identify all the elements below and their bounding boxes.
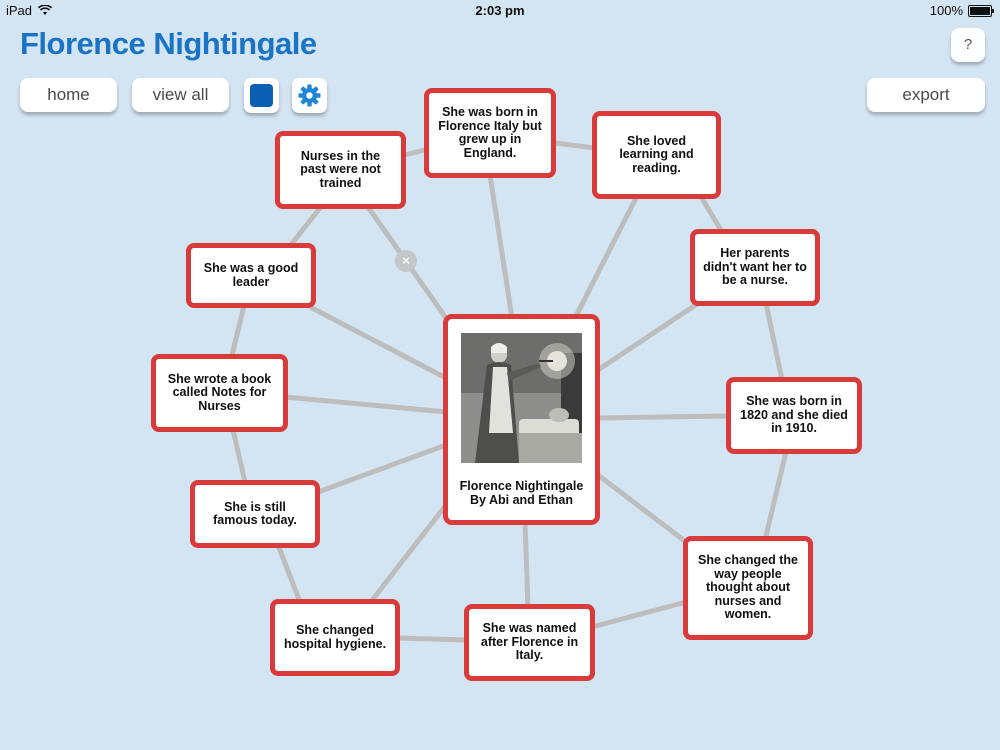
- idea-card-text: Her parents didn't want her to be a nurse.: [703, 246, 807, 288]
- connector-line: [575, 198, 636, 318]
- connector-line: [598, 475, 690, 545]
- idea-card-text: She was named after Florence in Italy.: [480, 621, 579, 663]
- connector-line: [598, 302, 700, 370]
- idea-card[interactable]: [190, 480, 320, 548]
- home-button-label: home: [47, 85, 90, 104]
- idea-card-text: She was born in 1820 and she died in 1910.: [740, 394, 848, 436]
- device-label: iPad: [6, 3, 33, 18]
- idea-card-text: She is still famous today.: [213, 499, 297, 527]
- connector-line: [405, 150, 425, 155]
- battery-percent: 100%: [929, 3, 963, 18]
- connector-line: [232, 306, 244, 355]
- connector-line: [318, 445, 446, 492]
- status-time: 2:03 pm: [475, 3, 525, 18]
- idea-card[interactable]: [270, 599, 400, 676]
- idea-card-text: She was born in Florence Italy but grew up in England.: [438, 105, 542, 160]
- connector-line: [555, 143, 595, 148]
- connector-line: [700, 195, 722, 232]
- export-button-label: export: [902, 85, 950, 104]
- page-title: Florence Nightingale: [20, 26, 317, 61]
- idea-card[interactable]: [726, 377, 862, 454]
- view-all-button-label: view all: [152, 85, 209, 104]
- idea-card-text: She loved learning and reading.: [619, 133, 694, 175]
- connector-line: [766, 303, 782, 380]
- connector-line: [285, 397, 446, 412]
- connector-line: [397, 638, 467, 640]
- idea-card-text: She wrote a book called Notes for Nurses: [167, 371, 272, 413]
- connector-line: [370, 505, 446, 603]
- connector-line: [525, 522, 528, 608]
- help-button-label: ?: [963, 36, 973, 53]
- delete-connection-icon[interactable]: ×: [395, 250, 417, 272]
- idea-card-text: She was a good leader: [203, 261, 299, 289]
- connector-line: [278, 545, 300, 602]
- center-card[interactable]: [443, 314, 600, 525]
- center-caption: Florence Nightingale By Abi and Ethan: [459, 479, 584, 507]
- idea-card[interactable]: [690, 229, 820, 306]
- idea-card[interactable]: [151, 354, 288, 432]
- idea-card[interactable]: [683, 536, 813, 640]
- idea-card[interactable]: [186, 243, 316, 308]
- idea-card-text: Nurses in the past were not trained: [300, 148, 381, 190]
- portrait-image: [461, 333, 582, 463]
- connector-line: [490, 175, 512, 318]
- idea-card[interactable]: [464, 604, 595, 681]
- connector-line: [592, 602, 686, 627]
- connector-line: [765, 452, 786, 540]
- connector-line: [312, 308, 446, 378]
- connector-line: [233, 430, 245, 482]
- idea-card[interactable]: [592, 111, 721, 199]
- connector-line: [598, 416, 728, 418]
- idea-card[interactable]: [275, 131, 406, 209]
- idea-card[interactable]: [424, 88, 556, 178]
- idea-card-text: She changed the way people thought about nurses and women.: [697, 553, 799, 622]
- idea-card-text: She changed hospital hygiene.: [283, 623, 387, 651]
- connector-line: [290, 208, 320, 246]
